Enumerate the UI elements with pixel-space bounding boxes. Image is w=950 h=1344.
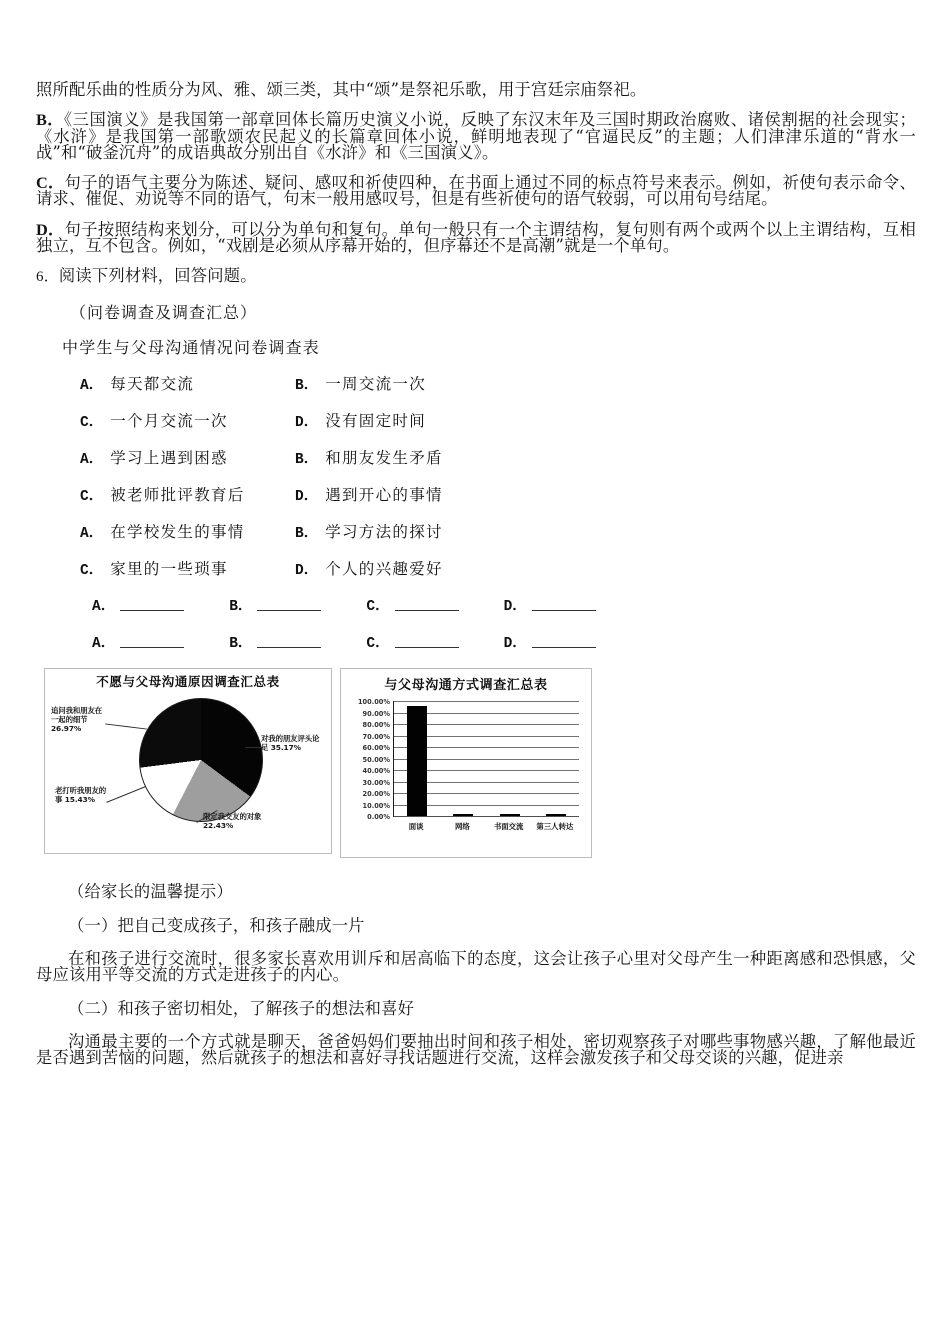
bar-y-tick-label: 40.00% (362, 767, 390, 776)
survey-option-letter: A． (80, 526, 104, 543)
answer-blank-letter: B． (229, 599, 253, 616)
bar-chart-plot (341, 693, 592, 855)
survey-option-right (295, 409, 555, 431)
survey-block (36, 300, 916, 652)
tips-block (36, 884, 916, 1066)
answer-blank[interactable] (504, 594, 596, 615)
pie-slice-label: 限定我交友的对象 22.43% (203, 812, 262, 831)
question-6 (36, 268, 916, 285)
tip-body-1: 在和孩子进行交流时，很多家长喜欢用训斥和居高临下的态度，这会让孩子心里对父母产生一种距离感和恐惧感，父母应该用平等交流的方式走进孩子的内心。 (36, 948, 916, 985)
answer-blank-letter: A． (92, 599, 116, 616)
answer-blank[interactable] (229, 631, 321, 652)
bar-y-tick-label: 90.00% (362, 709, 390, 718)
answer-blank-letter: D． (503, 599, 527, 616)
survey-option-left (80, 446, 295, 468)
survey-option-left (80, 372, 295, 394)
option-b-paragraph (36, 112, 916, 161)
answer-blank[interactable] (92, 631, 184, 652)
blank-underline[interactable] (120, 597, 184, 611)
answer-blank[interactable] (366, 631, 458, 652)
survey-option-row (36, 557, 916, 579)
survey-option-letter: B． (295, 378, 319, 395)
survey-option-row (36, 409, 916, 431)
survey-option-left (80, 483, 295, 505)
bar-x-axis-labels (393, 819, 583, 839)
answer-blank-row (36, 594, 916, 615)
survey-option-row (36, 483, 916, 505)
answer-blank-letter: A． (92, 636, 116, 653)
pie-chart-plot (45, 690, 332, 850)
survey-option-left (80, 409, 295, 431)
option-d-marker: D． (36, 219, 65, 239)
option-d-paragraph (36, 219, 916, 256)
bar-y-tick-label: 20.00% (362, 790, 390, 799)
blank-underline[interactable] (532, 597, 596, 611)
bar-column (407, 706, 427, 816)
bar-y-tick-label: 100.00% (357, 698, 390, 707)
survey-option-left (80, 520, 295, 542)
tips-section-label: （给家长的温馨提示） (68, 882, 233, 902)
survey-option-letter: C． (80, 563, 104, 580)
survey-option-letter: D． (295, 489, 319, 506)
survey-option-text: 在学校发生的事情 (110, 523, 245, 542)
bar-y-tick-label: 80.00% (362, 721, 390, 730)
bar-chart-title: 与父母沟通方式调查汇总表 (384, 678, 548, 694)
option-c-marker: C． (36, 173, 65, 193)
survey-option-letter: A． (80, 452, 104, 469)
survey-option-right (295, 372, 555, 394)
bar-column (546, 814, 566, 816)
pie-slice-label: 对我的朋友评头论足 35.17% (261, 734, 320, 753)
blank-underline[interactable] (532, 634, 596, 648)
bar-y-tick-label: 30.00% (362, 778, 390, 787)
answer-blank-letter: C． (366, 636, 390, 653)
charts-strip (44, 668, 604, 860)
bar-y-tick-label: 10.00% (362, 801, 390, 810)
survey-option-letter: B． (295, 526, 319, 543)
bar-column (453, 814, 473, 816)
pie-slice-label: 老打听我朋友的事 15.43% (55, 786, 107, 805)
option-c-text: 句子的语气主要分为陈述、疑问、感叹和祈使四种，在书面上通过不同的标点符号来表示。例如，祈使句表示命令、请求、催促、劝说等不同的语气，句末一般用感叹号，但是有些祈使句的语气较弱，可以用句号结尾。 (36, 173, 916, 209)
survey-option-text: 没有固定时间 (325, 412, 427, 431)
pie-slice-label: 追问我和朋友在一起的细节 26.97% (51, 706, 103, 734)
answer-blank[interactable] (92, 594, 184, 615)
survey-option-right (295, 446, 555, 468)
survey-option-row (36, 372, 916, 394)
survey-option-text: 被老师批评教育后 (110, 486, 245, 505)
bar-y-tick-label: 0.00% (367, 813, 390, 822)
survey-option-text: 和朋友发生矛盾 (325, 449, 443, 468)
pie-leader-line (105, 724, 147, 730)
option-b-marker: B． (36, 110, 64, 130)
survey-option-text: 家里的一些琐事 (110, 560, 228, 579)
blank-underline[interactable] (395, 597, 459, 611)
bar-y-tick-label: 50.00% (362, 755, 390, 764)
bar-gridline (357, 698, 579, 707)
bar-plot-area (357, 698, 579, 822)
option-c-paragraph (36, 175, 916, 208)
bar-y-tick-label: 60.00% (362, 744, 390, 753)
answer-blank[interactable] (229, 594, 321, 615)
survey-option-text: 一个月交流一次 (110, 412, 228, 431)
bar-x-tick-label: 网络 (454, 822, 470, 832)
survey-option-text: 一周交流一次 (325, 375, 427, 394)
survey-option-left (80, 557, 295, 579)
survey-option-text: 遇到开心的事情 (325, 486, 443, 505)
bar-chart-figure (340, 668, 592, 858)
bar-gridline (367, 813, 579, 822)
paragraph-continuation: 照所配乐曲的性质分为风、雅、颂三类，其中“颂”是祭祀乐歌，用于宫廷宗庙祭祀。 (36, 80, 647, 99)
survey-option-row (36, 446, 916, 468)
survey-option-right (295, 557, 555, 579)
question-number: 6． (36, 269, 59, 286)
answer-blank-letter: C． (366, 599, 390, 616)
tip-heading-2: （二）和孩子密切相处，了解孩子的想法和喜好 (68, 998, 415, 1018)
survey-option-row (36, 520, 916, 542)
blank-underline[interactable] (120, 634, 184, 648)
answer-blank[interactable] (504, 631, 596, 652)
pie-circle (139, 698, 263, 822)
pie-chart-title: 不愿与父母沟通原因调查汇总表 (96, 674, 280, 690)
page-content (36, 82, 916, 1083)
survey-option-right (295, 520, 555, 542)
option-d-text: 句子按照结构来划分，可以分为单句和复句。单句一般只有一个主谓结构，复句则有两个或两个以上主谓结构，互相独立，互不包含。例如，“戏剧是必须从序幕开始的，但序幕还不是高潮”就是一个单句。 (36, 219, 916, 256)
survey-option-letter: B． (295, 452, 319, 469)
option-b-text: 《三国演义》是我国第一部章回体长篇历史演义小说，反映了东汉末年及三国时期政治腐败、诸侯割据的社会现实；《水浒》是我国第一部歌颂农民起义的长篇章回体小说，鲜明地表现了“官逼民反”的主题；人们津津乐道的“背水一战”和“破釜沉舟”的成语典故分别出自《水浒》和《三国演义》。 (36, 110, 916, 162)
bar-x-tick-label: 面谈 (408, 822, 424, 832)
survey-option-text: 学习上遇到困惑 (110, 449, 228, 468)
answer-blank-letter: B． (229, 636, 253, 653)
bar-y-tick-label: 70.00% (362, 732, 390, 741)
survey-title: 中学生与父母沟通情况问卷调查表 (62, 338, 321, 358)
survey-option-text: 学习方法的探讨 (325, 523, 443, 542)
survey-option-right (295, 483, 555, 505)
tip-body-2: 沟通最主要的一个方式就是聊天，爸爸妈妈们要抽出时间和孩子相处，密切观察孩子对哪些事物感兴趣，了解他最近是否遇到苦恼的问题，然后就孩子的想法和喜好寻找话题进行交流，这样会激发孩子和父母交谈的兴趣，促进亲 (36, 1031, 916, 1068)
pie-chart-figure (44, 668, 332, 854)
survey-option-letter: C． (80, 489, 104, 506)
survey-option-letter: D． (295, 415, 319, 432)
blank-underline[interactable] (395, 634, 459, 648)
answer-blank-letter: D． (503, 636, 527, 653)
answer-blank[interactable] (366, 594, 458, 615)
answer-blank-row (36, 631, 916, 652)
survey-option-text: 每天都交流 (110, 375, 195, 394)
survey-option-letter: A． (80, 378, 104, 395)
survey-option-letter: C． (80, 415, 104, 432)
bar-column (500, 814, 520, 816)
survey-option-letter: D． (295, 563, 319, 580)
survey-section-label: （问卷调查及调查汇总） (70, 303, 258, 323)
bar-x-tick-label: 书面交流 (493, 822, 524, 832)
bar-x-tick-label: 第三人转达 (536, 822, 574, 832)
tip-heading-1: （一）把自己变成孩子，和孩子融成一片 (68, 915, 365, 935)
blank-underline[interactable] (257, 634, 321, 648)
question-stem: 阅读下列材料，回答问题。 (58, 266, 257, 286)
blank-underline[interactable] (257, 597, 321, 611)
survey-option-text: 个人的兴趣爱好 (325, 560, 443, 579)
